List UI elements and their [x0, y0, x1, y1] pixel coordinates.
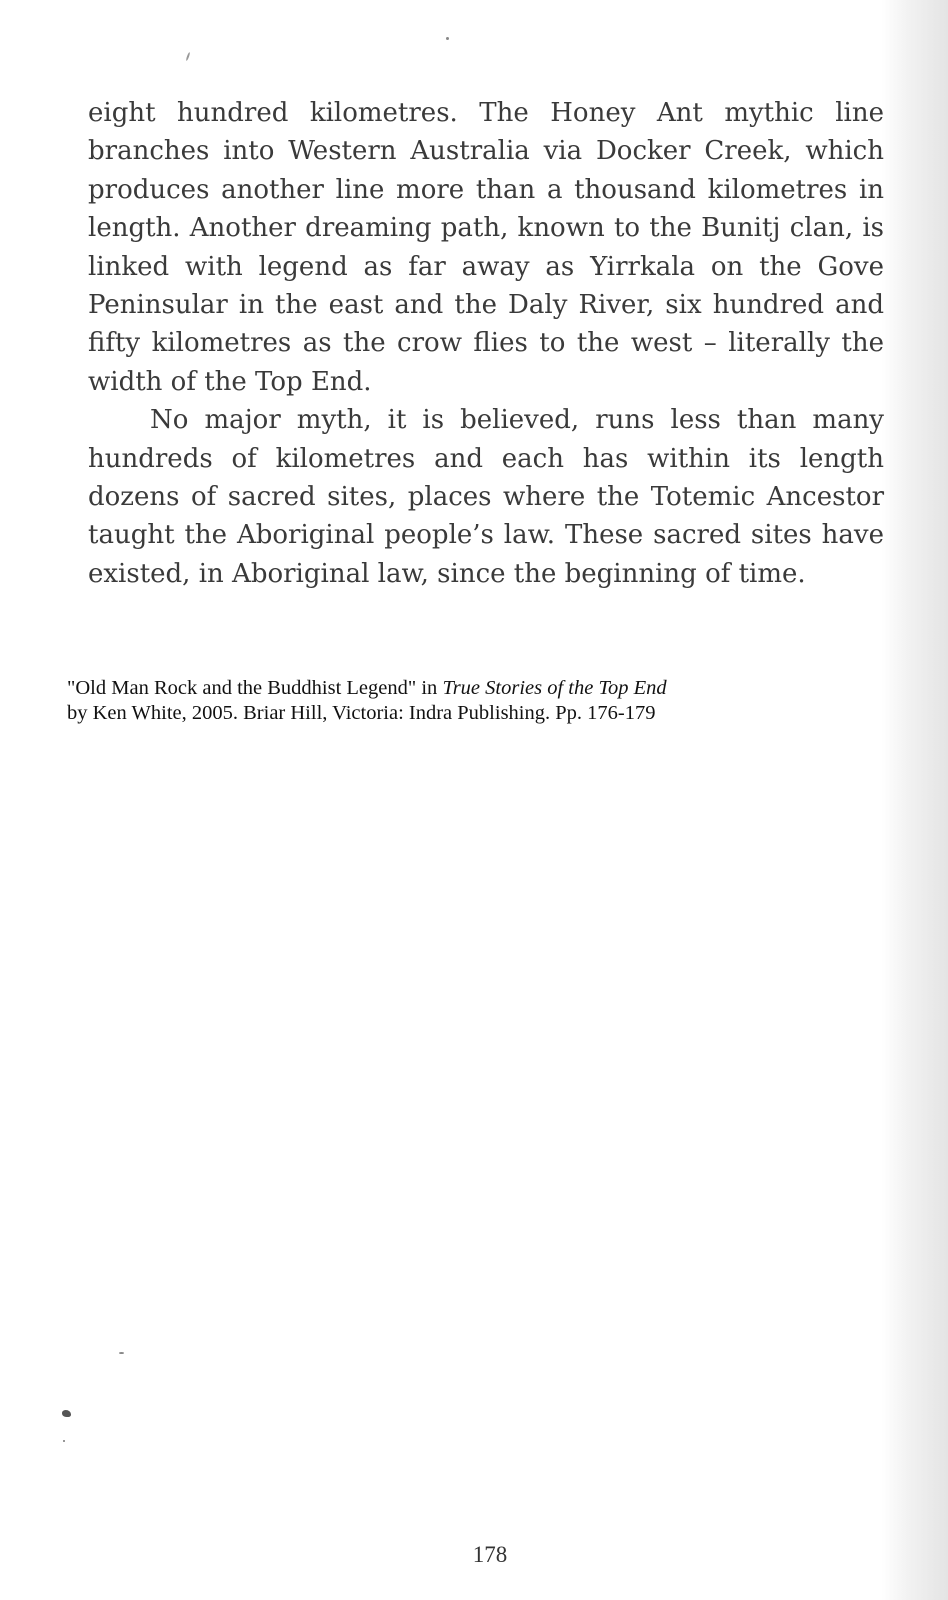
citation	[67, 676, 847, 726]
scan-speck	[446, 37, 449, 40]
scan-speck	[62, 1410, 71, 1417]
citation-story-title: "Old Man Rock and the Buddhist Legend" in	[67, 677, 443, 699]
body-text	[88, 94, 884, 593]
page-number: 178	[472, 1542, 508, 1567]
scan-speck	[119, 1352, 124, 1354]
paragraph-2: No major myth, it is believed, runs less than many hundreds of kilometres and each has within its length dozens of sacred sites, places where the Totemic Ancestor taught the Aboriginal people’s law. These sacred sites have existed, in Aboriginal law, since the beginning of time.	[88, 405, 884, 589]
citation-book-title: True Stories of the Top End	[442, 677, 667, 699]
paragraph-1: eight hundred kilometres. The Honey Ant mythic line branches into Western Australia via Docker Creek, which produces another line more than a thousand kilometres in length. Another dreaming path, known to the Bunitj clan, is linked with legend as far away as Yirrkala on the Gove Peninsular in the east and the Daly River, six hundred and fifty kilometres as the crow flies to the west – literally the width of the Top End.	[88, 98, 884, 397]
scan-speck	[186, 52, 191, 61]
citation-line-1	[67, 676, 847, 701]
scan-speck	[63, 1440, 65, 1442]
citation-line-2: by Ken White, 2005. Briar Hill, Victoria: Indra Publishing. Pp. 176-179	[67, 702, 656, 724]
